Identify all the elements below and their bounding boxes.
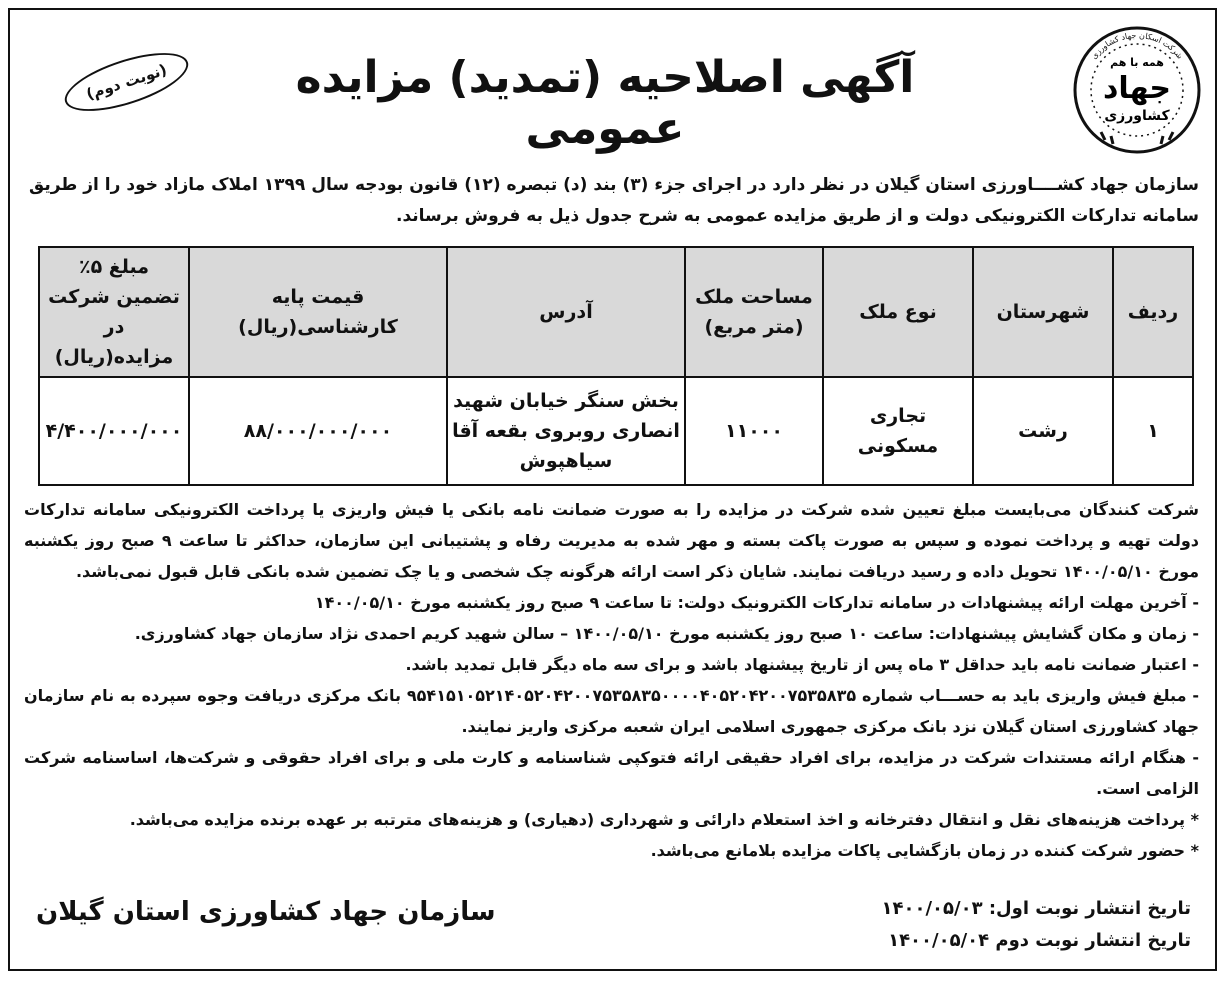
terms-bank-account: - مبلغ فیش واریزی باید به حســـاب شماره ۹۵۴۱۵۱۰۵۲۱۴۰۵۲۰۴۲۰۰۷۵۳۵۸۳۵۰۰۰۰۴۰۵۲۰۴۲۰۰۷۵۳۵۸۳۵ بانک مرکزی دریافت وجوه سپرده به نام سازمان جهاد کشاورزی استان گیلان نزد بانک مرکزی جمهوری اسلامی ایران شعبه مرکزی واریز نمایند. xyxy=(24,686,1199,736)
second-publication-date: تاریخ انتشار نوبت دوم ۱۴۰۰/۰۵/۰۴ xyxy=(888,930,1191,951)
first-publication-date: تاریخ انتشار نوبت اول: ۱۴۰۰/۰۵/۰۳ xyxy=(881,898,1191,919)
header-base-price: قیمت پایه کارشناسی(ریال) xyxy=(189,247,447,377)
terms-paragraph-guarantee: شرکت کنندگان می‌بایست مبلغ تعیین شده شرکت در مزایده را به صورت ضمانت نامه بانکی یا فیش واریزی یا پرداخت الکترونیکی سامانه تدارکات دولت تهیه و پرداخت نموده و سپس به صورت پاکت بسته و مهر شده به مدیریت رفاه و پشتیبانی این سازمان، حداکثر تا ساعت ۹ صبح روز یکشنبه مورخ ۱۴۰۰/۰۵/۱۰ تحویل داده و رسید دریافت نمایند. شایان ذکر است ارائه هرگونه چک شخصی و یا چک تضمین شده بانکی قابل قبول نمی‌باشد. xyxy=(24,500,1199,581)
intro-paragraph: سازمان جهاد کشــــاورزی استان گیلان در نظر دارد در اجرای جزء (۳) بند (د) تبصره (۱۲) قانون بودجه سال ۱۳۹۹ املاک مازاد خود را از طریق سامانه تدارکات الکترونیکی دولت و از طریق مزایده عمومی به شرح جدول ذیل به فروش برساند. xyxy=(29,175,1199,226)
cell-city: رشت xyxy=(973,377,1113,485)
logo-arc-text: شرکت اسکان جهاد کشاورزی xyxy=(1089,30,1185,61)
logo-top-text: همه با هم xyxy=(1110,56,1164,69)
cell-base-price: ۸۸/۰۰۰/۰۰۰/۰۰۰ xyxy=(189,377,447,485)
terms-deadline: - آخرین مهلت ارائه پیشنهادات در سامانه تدارکات الکترونیک دولت: تا ساعت ۹ صبح روز یکشنبه مورخ ۱۴۰۰/۰۵/۱۰ xyxy=(314,593,1199,612)
jahad-keshavarzi-logo xyxy=(1067,20,1207,160)
cell-row-number: ۱ xyxy=(1113,377,1193,485)
publication-dates xyxy=(882,893,1191,957)
table-row xyxy=(39,377,1193,485)
header-property-type: نوع ملک xyxy=(823,247,973,377)
logo-main-text: جهاد xyxy=(1102,71,1172,106)
cell-property-type: تجاری مسکونی xyxy=(823,377,973,485)
header-deposit: مبلغ ۵٪ تضمین شرکت در مزایده(ریال) xyxy=(39,247,189,377)
round-badge: (نوبت دوم) xyxy=(58,41,194,123)
cell-deposit: ۴/۴۰۰/۰۰۰/۰۰۰ xyxy=(39,377,189,485)
header-address: آدرس xyxy=(447,247,685,377)
terms-documents: - هنگام ارائه مستندات شرکت در مزایده، برای افراد حقیقی ارائه فتوکپی شناسنامه و کارت ملی و برای افراد حقوقی و شرکت‌ها، اساسنامه شرکت الزامی است. xyxy=(24,748,1199,798)
terms-guarantee-validity: - اعتبار ضمانت نامه باید حداقل ۳ ماه پس از تاریخ پیشنهاد باشد و برای سه ماه دیگر قابل تمدید باشد. xyxy=(405,655,1199,674)
terms-opening-time: - زمان و مکان گشایش پیشنهادات: ساعت ۱۰ صبح روز یکشنبه مورخ ۱۴۰۰/۰۵/۱۰ – سالن شهید کریم احمدی نژاد سازمان جهاد کشاورزی. xyxy=(134,624,1199,643)
terms-transfer-costs: * پرداخت هزینه‌های نقل و انتقال دفترخانه و اخذ استعلام دارائی و شهرداری (دهیاری) و هزینه‌های مترتبه بر عهده برنده مزایده می‌باشد. xyxy=(129,810,1199,829)
table-header-row xyxy=(39,247,1193,377)
organization-signature: سازمان جهاد کشاورزی استان گیلان xyxy=(36,897,496,927)
header-city: شهرستان xyxy=(973,247,1113,377)
cell-address: بخش سنگر خیابان شهید انصاری روبروی بقعه آقا سیاهپوش xyxy=(447,377,685,485)
terms-section xyxy=(24,494,1199,866)
ad-title: آگهی اصلاحیه (تمدید) مزایده عمومی xyxy=(295,52,915,154)
logo-sub-text: کشاورزی xyxy=(1104,108,1170,124)
property-table xyxy=(38,246,1194,486)
header-row-number: ردیف xyxy=(1113,247,1193,377)
terms-attendance: * حضور شرکت کننده در زمان بازگشایی پاکات مزایده بلامانع می‌باشد. xyxy=(650,841,1199,860)
header-area: مساحت ملک (متر مربع) xyxy=(685,247,823,377)
cell-area: ۱۱۰۰۰ xyxy=(685,377,823,485)
